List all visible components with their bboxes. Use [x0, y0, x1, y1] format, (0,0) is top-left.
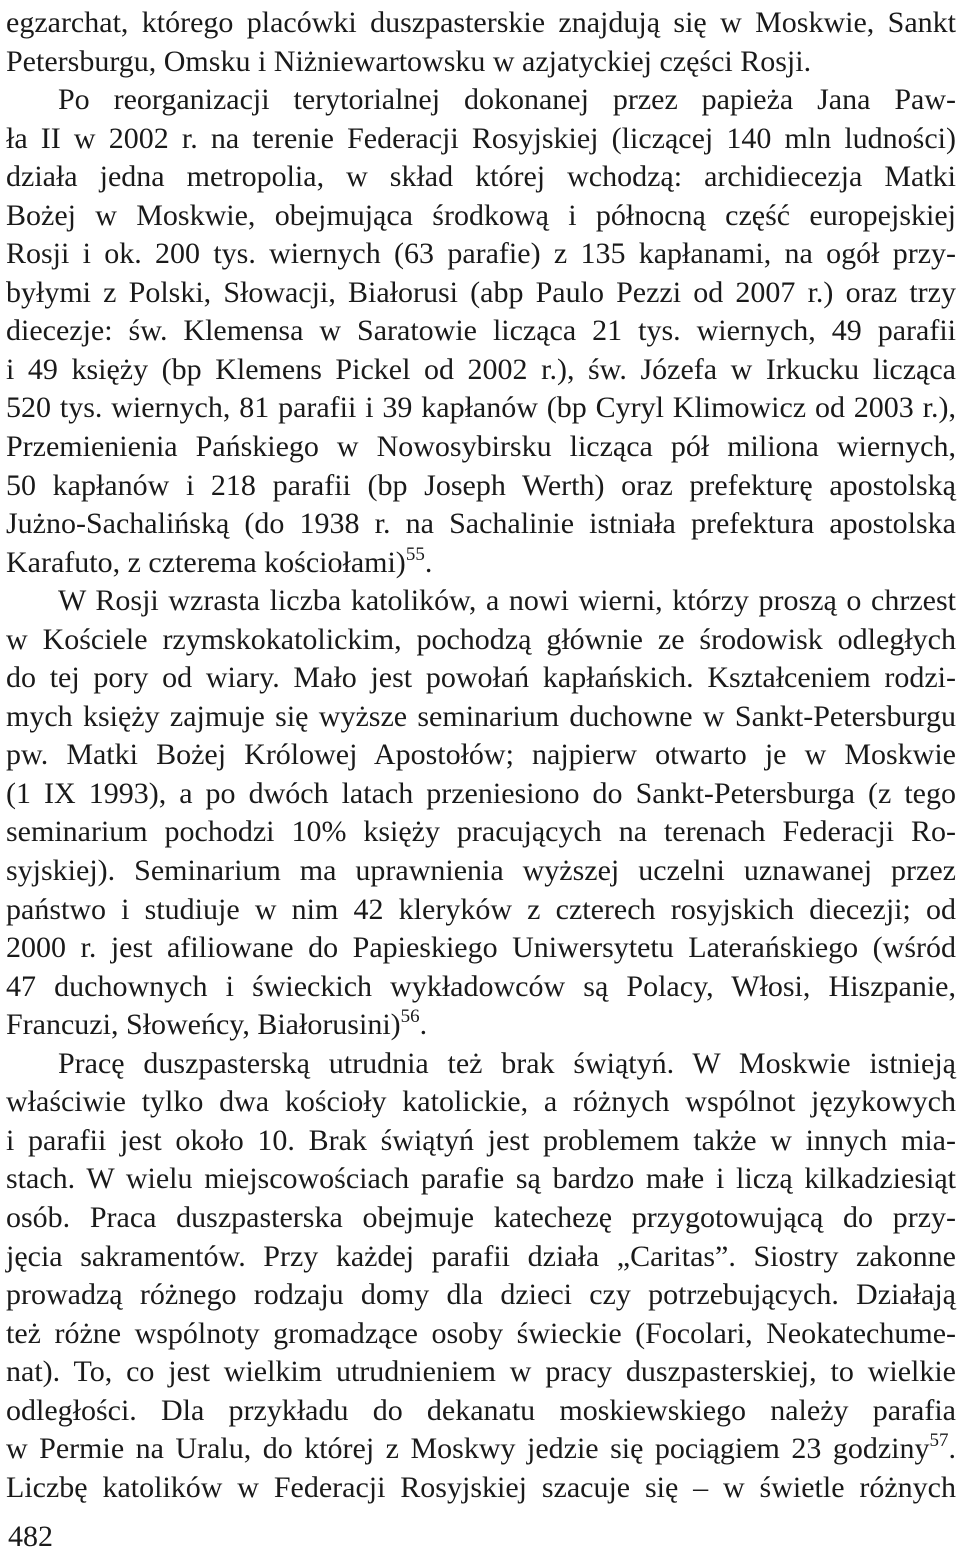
text-line-content: 2000 r. jest afiliowane do Papieskiego Uniwersytetu Laterańskiego (wśród — [6, 931, 956, 965]
text-line-content: do tej pory od wiary. Mało jest powołań kapłańskich. Kształceniem rodzi- — [6, 661, 956, 695]
text-line — [6, 1045, 956, 1084]
text-line — [6, 389, 956, 428]
text-line — [6, 1122, 956, 1161]
text-line — [6, 197, 956, 236]
text-line-content: seminarium pochodzi 10% księży pracujących na terenach Federacji Ro- — [6, 815, 956, 849]
trailing-punctuation: . — [424, 545, 433, 579]
footnote-reference: 55 — [405, 543, 425, 565]
text-line-content: prowadzą różnego rodzaju domy dla dzieci czy potrzebujących. Działają — [6, 1278, 956, 1312]
text-line-content: pw. Matki Bożej Królowej Apostołów; najpierw otwarto je w Moskwie — [6, 738, 956, 772]
text-line-content: syjskiej). Seminarium ma uprawnienia wyższej uczelni uznawanej przez — [6, 854, 956, 888]
text-line-content: W Rosji wzrasta liczba katolików, a nowi wierni, którzy proszą o chrzest — [58, 584, 956, 618]
text-line-content: Pracę duszpasterską utrudnia też brak świątyń. W Moskwie istnieją — [58, 1046, 956, 1080]
text-line — [6, 1469, 956, 1508]
text-line-content: 47 duchownych i świeckich wykładowców są Polacy, Włosi, Hiszpanie, — [6, 969, 956, 1003]
body-text — [6, 4, 956, 1507]
trailing-punctuation: . — [419, 1008, 428, 1042]
text-line — [6, 1430, 956, 1469]
text-line — [6, 1083, 956, 1122]
footnote-reference: 56 — [400, 1006, 420, 1028]
text-line-content: i 49 księży (bp Klemens Pickel od 2002 r.), św. Józefa w Irkucku licząca — [6, 352, 956, 386]
text-line — [6, 929, 956, 968]
text-line-content: osób. Praca duszpasterska obejmuje katechezę przygotowującą do przy- — [6, 1200, 956, 1234]
text-line-content: byłymi z Polski, Słowacji, Białorusi (abp Paulo Pezzi od 2007 r.) oraz trzy — [6, 275, 956, 309]
text-line — [6, 1392, 956, 1431]
text-line — [6, 274, 956, 313]
text-line — [6, 968, 956, 1007]
text-line — [6, 158, 956, 197]
text-line-content: właściwie tylko dwa kościoły katolickie, a różnych wspólnot językowych — [6, 1085, 956, 1119]
page-number: 482 — [8, 1520, 53, 1553]
text-line-content: (1 IX 1993), a po dwóch latach przeniesiono do Sankt-Petersburga (z tego — [6, 776, 956, 810]
text-line-content: Rosji i ok. 200 tys. wiernych (63 parafie) z 135 kapłanami, na ogół przy- — [6, 237, 956, 271]
text-line-content: ła II w 2002 r. na terenie Federacji Rosyjskiej (liczącej 140 mln ludności) — [6, 121, 956, 155]
text-line-content: Przemienienia Pańskiego w Nowosybirsku licząca pół miliona wiernych, — [6, 430, 956, 464]
text-line-content: w Permie na Uralu, do której z Moskwy jedzie się pociągiem 23 godziny — [6, 1432, 930, 1466]
text-line — [6, 312, 956, 351]
text-line-content: działa jedna metropolia, w skład której wchodzą: archidiecezja Matki — [6, 160, 956, 194]
text-line-content: Francuzi, Słoweńcy, Białorusini) — [6, 1008, 401, 1042]
text-line — [6, 235, 956, 274]
text-line — [6, 505, 956, 544]
text-line — [6, 351, 956, 390]
text-line-content: Jużno-Sachalińską (do 1938 r. na Sachalinie istniała prefektura apostolska — [6, 507, 956, 541]
text-line-content: 50 kapłanów i 218 parafii (bp Joseph Werth) oraz prefekturę apostolską — [6, 468, 956, 502]
text-line-content: nat). To, co jest wielkim utrudnieniem w pracy duszpasterskiej, to wielkie — [6, 1355, 956, 1389]
text-line-content: państwo i studiuje w nim 42 kleryków z czterech rosyjskich diecezji; od — [6, 892, 956, 926]
text-line — [6, 775, 956, 814]
text-line — [6, 1199, 956, 1238]
text-line — [6, 43, 956, 82]
text-line-content: też różne wspólnoty gromadzące osoby świeckie (Focolari, Neokatechume- — [6, 1316, 956, 1350]
text-line-content: 520 tys. wiernych, 81 parafii i 39 kapłanów (bp Cyryl Klimowicz od 2003 r.), — [6, 391, 956, 425]
text-line — [6, 1006, 956, 1045]
text-line — [6, 698, 956, 737]
text-line — [6, 1353, 956, 1392]
text-line — [6, 1238, 956, 1277]
text-line — [6, 120, 956, 159]
text-line — [6, 852, 956, 891]
text-line — [6, 544, 956, 583]
text-line-content: stach. W wielu miejscowościach parafie są bardzo małe i liczą kilkadziesiąt — [6, 1162, 956, 1196]
text-line — [6, 891, 956, 930]
text-line-content: egzarchat, którego placówki duszpasterskie znajdują się w Moskwie, Sankt — [6, 6, 956, 39]
text-line — [6, 736, 956, 775]
text-line — [6, 467, 956, 506]
text-line-content: Bożej w Moskwie, obejmująca środkową i północną część europejskiej — [6, 198, 956, 232]
text-line — [6, 4, 956, 43]
text-line-content: jęcia sakramentów. Przy każdej parafii działa „Caritas”. Siostry zakonne — [6, 1239, 956, 1273]
text-line-content: odległości. Dla przykładu do dekanatu moskiewskiego należy parafia — [6, 1393, 956, 1427]
text-line-content: w Kościele rzymskokatolickim, pochodzą głównie ze środowisk odległych — [6, 622, 956, 656]
text-line — [6, 1160, 956, 1199]
footnote-reference: 57 — [929, 1430, 949, 1452]
text-line — [6, 621, 956, 660]
text-line-content: Liczbę katolików w Federacji Rosyjskiej szacuje się – w świetle różnych — [6, 1470, 956, 1504]
text-line-content: mych księży zajmuje się wyższe seminarium duchowne w Sankt-Petersburgu — [6, 699, 956, 733]
text-line — [6, 428, 956, 467]
text-line-content: diecezje: św. Klemensa w Saratowie licząca 21 tys. wiernych, 49 parafii — [6, 314, 956, 348]
text-line-content: Karafuto, z czterema kościołami) — [6, 545, 406, 579]
text-line-content: Po reorganizacji terytorialnej dokonanej przez papieża Jana Paw- — [58, 83, 956, 117]
text-line — [6, 813, 956, 852]
text-line — [6, 659, 956, 698]
text-line-content: i parafii jest około 10. Brak świątyń jest problemem także w innych mia- — [6, 1123, 956, 1157]
text-line — [6, 81, 956, 120]
text-line — [6, 1315, 956, 1354]
text-line — [6, 1276, 956, 1315]
trailing-punctuation: . — [948, 1432, 956, 1466]
text-line — [6, 582, 956, 621]
text-line-content: Petersburgu, Omsku i Niżniewartowsku w azjatyckiej części Rosji. — [6, 44, 812, 78]
